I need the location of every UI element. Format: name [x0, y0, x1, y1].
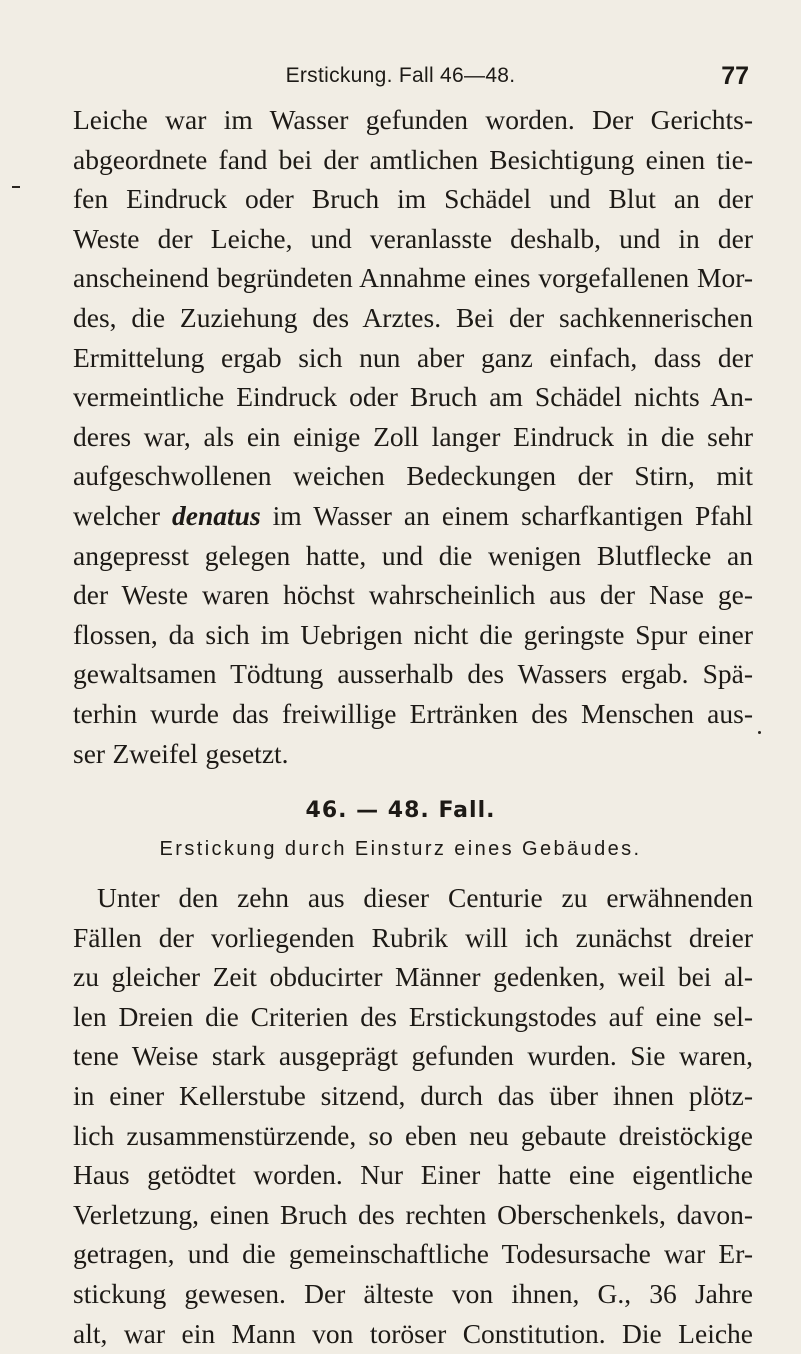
- text-line: zu gleicher Zeit obducirter Männer gedenken, weil bei al-: [73, 961, 753, 993]
- paragraph-case: [73, 878, 753, 1353]
- text-line: Haus getödtet worden. Nur Einer hatte eine eigentliche: [73, 1159, 753, 1191]
- text-line: getragen, und die gemeinschaftliche Todesursache war Er-: [73, 1238, 753, 1270]
- text-line: len Dreien die Criterien des Erstickungstodes auf eine sel-: [73, 1000, 753, 1032]
- text-line: tene Weise stark ausgeprägt gefunden wurden. Sie waren,: [73, 1040, 753, 1072]
- text-line: stickung gewesen. Der älteste von ihnen, G., 36 Jahre: [73, 1277, 753, 1309]
- case-heading: 46. — 48. Fall.: [305, 798, 496, 823]
- text-line: flossen, da sich im Uebrigen nicht die geringste Spur einer: [73, 618, 753, 650]
- text-line: Ermittelung ergab sich nun aber ganz einfach, dass der: [73, 341, 753, 373]
- text-line: gewaltsamen Tödtung ausserhalb des Wassers ergab. Spä-: [73, 658, 753, 690]
- case-subheading: Erstickung durch Einsturz eines Gebäudes.: [159, 838, 642, 860]
- text-fragment: im Wasser an einem scharfkantigen Pfahl: [272, 499, 753, 531]
- paragraph-continuation: [73, 100, 753, 773]
- text-line: des, die Zuziehung des Arztes. Bei der sachkennerischen: [73, 301, 753, 333]
- text-line: der Weste waren höchst wahrscheinlich aus der Nase ge-: [73, 579, 753, 611]
- text-line: terhin wurde das freiwillige Ertränken des Menschen aus-: [73, 697, 753, 729]
- text-line: vermeintliche Eindruck oder Bruch am Schädel nichts An-: [73, 381, 753, 413]
- text-line: fen Eindruck oder Bruch im Schädel und Blut an der: [73, 183, 753, 215]
- running-head: [0, 64, 801, 92]
- margin-mark: [12, 186, 20, 188]
- text-line: alt, war ein Mann von toröser Constitution. Die Leiche: [73, 1317, 753, 1349]
- text-line: ser Zweifel gesetzt.: [73, 737, 289, 769]
- text-line: abgeordnete fand bei der amtlichen Besichtigung einen tie-: [73, 143, 753, 175]
- text-line: aufgeschwollenen weichen Bedeckungen der Stirn, mit: [73, 460, 753, 492]
- print-speck: [758, 731, 761, 734]
- text-line: angepresst gelegen hatte, und die wenigen Blutflecke an: [73, 539, 753, 571]
- text-line: Weste der Leiche, und veranlasste deshalb, und in der: [73, 222, 753, 254]
- text-fragment: welcher: [73, 499, 161, 531]
- text-line: Fällen der vorliegenden Rubrik will ich zunächst dreier: [73, 921, 753, 953]
- running-title: Erstickung. Fall 46—48.: [285, 64, 516, 87]
- text-line: deres war, als ein einige Zoll langer Eindruck in die sehr: [73, 420, 753, 452]
- text-line: Leiche war im Wasser gefunden worden. Der Gerichts-: [73, 104, 753, 135]
- text-line: in einer Kellerstube sitzend, durch das über ihnen plötz-: [73, 1079, 753, 1111]
- page-number: 77: [721, 62, 749, 90]
- text-line: [73, 496, 753, 536]
- text-line: Unter den zehn aus dieser Centurie zu erwähnenden: [97, 882, 753, 913]
- text-line: lich zusammenstürzende, so eben neu gebaute dreistöckige: [73, 1119, 753, 1151]
- italic-term: denatus: [172, 499, 261, 531]
- text-line: Verletzung, einen Bruch des rechten Oberschenkels, davon-: [73, 1198, 753, 1230]
- text-line: anscheinend begründeten Annahme eines vorgefallenen Mor-: [73, 262, 753, 294]
